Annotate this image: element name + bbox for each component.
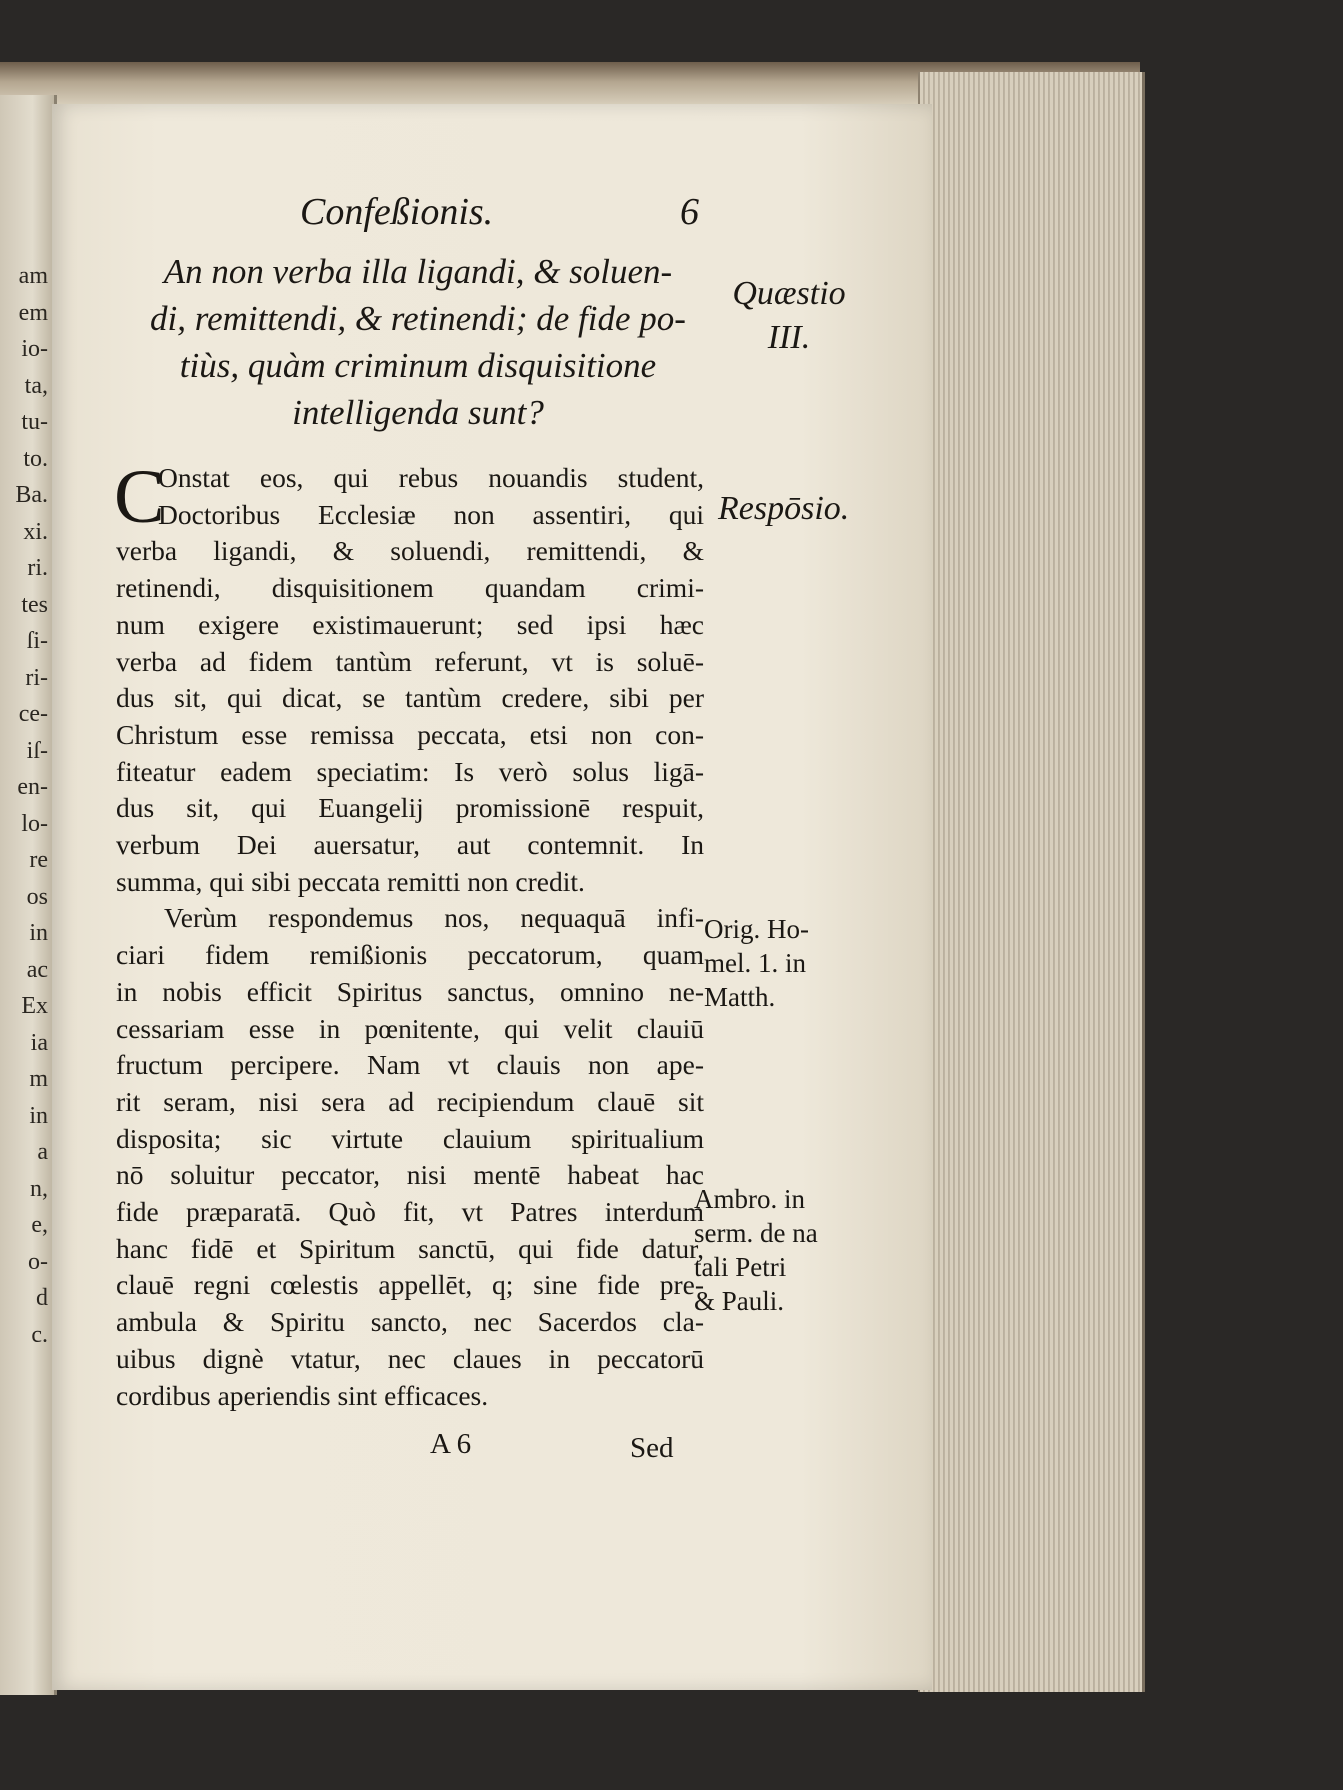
left-page-fragment: tu- (21, 409, 48, 435)
body-line: ambula & Spiritu sancto, nec Sacerdos cla- (116, 1306, 704, 1338)
left-page-fragment: Ba. (15, 482, 48, 508)
left-page-fragment: c. (31, 1321, 48, 1348)
body-line: cessariam esse in pœnitente, qui velit clauiū (116, 1012, 704, 1044)
left-page-fragment: am (18, 263, 48, 289)
left-page-fragment: xi. (23, 518, 48, 545)
question-title (118, 248, 718, 436)
drop-cap: C (114, 455, 165, 539)
body-line: retinendi, disquisitionem quandam crimi- (116, 572, 704, 604)
signature-mark: A 6 (430, 1428, 472, 1460)
margin-note-origen (704, 912, 864, 1014)
left-page-fragment: a (37, 1139, 48, 1165)
body-line: verba ligandi, & soluendi, remittendi, & (116, 535, 704, 567)
body-line: dus sit, qui dicat, se tantùm credere, sibi per (116, 682, 704, 714)
margin-note-line: serm. de na (694, 1218, 818, 1248)
body-line: Christum esse remissa peccata, etsi non con- (116, 718, 704, 750)
left-page-fragment: re (29, 847, 48, 873)
question-title-line: di, remittendi, & retinendi; de fide po- (150, 299, 686, 338)
margin-note-ambrose (694, 1182, 864, 1318)
left-page-text-fragments (0, 258, 52, 1353)
page-number: 6 (680, 191, 699, 233)
body-line: nō soluitur peccator, nisi mentē habeat hac (116, 1159, 704, 1191)
margin-note-line: mel. 1. in (704, 948, 806, 978)
left-page-fragment: os (26, 883, 48, 910)
left-page-fragment: n, (30, 1175, 48, 1202)
body-line: uibus dignè vtatur, nec claues in peccatorū (116, 1342, 704, 1374)
body-line: hanc fidē et Spiritum sanctū, qui fide datur, (116, 1232, 704, 1264)
body-line: verbum Dei auersatur, aut contemnit. In (116, 829, 704, 861)
left-page-fragment: Ex (21, 993, 48, 1019)
left-page-fragment: io- (21, 336, 48, 362)
body-text (114, 455, 704, 1414)
body-line: in nobis efficit Spiritus sanctus, omnino ne- (116, 975, 704, 1007)
left-page-fragment: m (29, 1066, 48, 1092)
left-page-fragment: lo- (21, 810, 48, 837)
left-page-fragment: tes (21, 591, 48, 618)
margin-note-line: tali Petri (694, 1252, 787, 1282)
question-title-line: tiùs, quàm criminum disquisitione (179, 346, 657, 385)
margin-note-line: & Pauli. (694, 1286, 785, 1316)
left-page-fragment: iſ- (26, 737, 48, 764)
body-line: ciari fidem remißionis peccatorum, quam (116, 939, 704, 971)
body-line: verba ad fidem tantùm referunt, vt is soluē- (116, 645, 704, 677)
margin-note-line: Ambro. in (694, 1184, 805, 1214)
left-page-fragment: em (18, 299, 48, 326)
body-line: clauē regni cœlestis appellēt, q; sine fide pre- (116, 1269, 704, 1301)
body-line: disposita; sic virtute clauium spiritualium (116, 1122, 704, 1154)
margin-note-line: Matth. (704, 982, 776, 1012)
margin-note-line: III. (767, 319, 811, 356)
body-line: summa, qui sibi peccata remitti non credit. (116, 865, 585, 897)
margin-note-line: Orig. Ho- (704, 914, 809, 944)
body-line: dus sit, qui Euangelij promissionē respuit, (116, 792, 704, 824)
left-page-fragment: d (36, 1285, 48, 1311)
body-line: Verùm respondemus nos, nequaquā infi- (164, 902, 704, 934)
left-page-fragment: ri- (25, 664, 48, 691)
left-page-fragment: to. (23, 445, 48, 472)
body-line: num exigere existimauerunt; sed ipsi hæc (116, 608, 704, 640)
left-page-fragment: ia (30, 1029, 48, 1056)
left-page-fragment: ta, (24, 372, 48, 399)
left-page-fragment: ce- (18, 701, 48, 727)
question-title-line: An non verba illa ligandi, & soluen- (163, 252, 673, 291)
body-line: cordibus aperiendis sint efficaces. (116, 1379, 489, 1411)
left-page-fragment: in (29, 920, 48, 946)
margin-note-question (724, 272, 854, 360)
body-line: Doctoribus Ecclesiæ non assentiri, qui (158, 498, 704, 530)
body-line: fructum percipere. Nam vt clauis non ape- (116, 1049, 704, 1081)
margin-note-line: Quæstio (732, 275, 846, 312)
question-title-line: intelligenda sunt? (292, 393, 544, 432)
left-page-fragment: ſi- (26, 628, 48, 654)
left-page-fragment: en- (17, 774, 48, 800)
left-page-fragment: e, (31, 1212, 48, 1238)
catchword: Sed (630, 1432, 674, 1464)
running-head-title: Confeßionis. (300, 191, 494, 233)
body-line: rit seram, nisi sera ad recipiendum clauē sit (116, 1085, 704, 1117)
body-line: fide præparatā. Quò fit, vt Patres interdum (116, 1196, 704, 1228)
margin-note-response: Respōsio. (718, 490, 850, 527)
book-fore-edge (918, 72, 1145, 1692)
left-page-fragment: o- (28, 1248, 48, 1275)
body-line: fiteatur eadem speciatim: Is verò solus ligā- (116, 755, 704, 787)
left-page-fragment: in (29, 1102, 48, 1129)
body-line: Onstat eos, qui rebus nouandis student, (158, 462, 704, 493)
left-page-fragment: ac (26, 956, 48, 983)
left-page-fragment: ri. (27, 555, 48, 581)
